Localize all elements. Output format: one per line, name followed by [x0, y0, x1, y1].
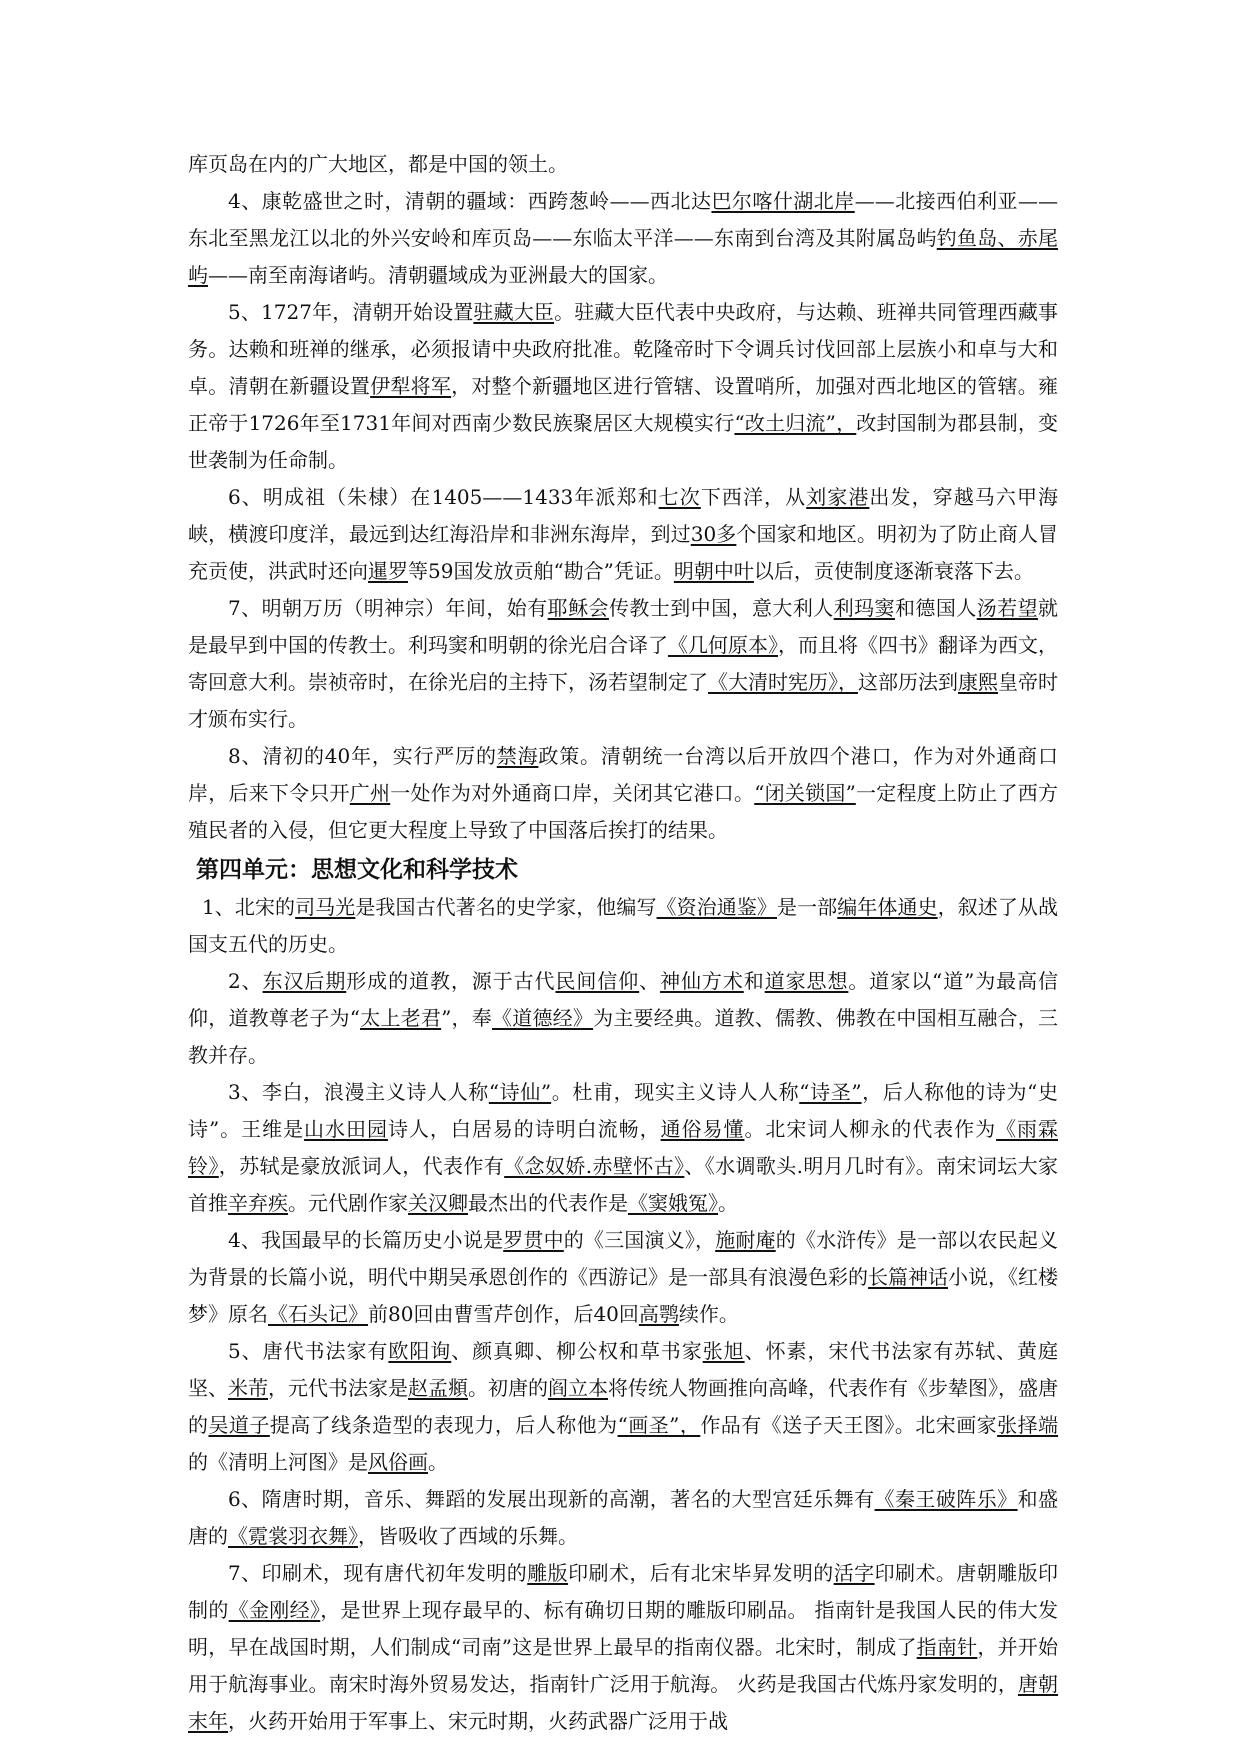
underlined-term: 唐朝末年	[188, 1672, 1059, 1733]
underlined-term: 活字	[833, 1561, 875, 1585]
text-run: 和盛唐的	[188, 1487, 1059, 1548]
underlined-term: 七次	[658, 485, 701, 509]
text-run: 。北宋词人柳永的代表作为	[744, 1117, 997, 1141]
underlined-term: 道家思想	[764, 969, 849, 993]
paragraph	[188, 738, 1058, 849]
text-run: ，后人称他的诗为“史诗”。王维是	[188, 1080, 1059, 1141]
unit4-section	[188, 889, 1058, 1740]
text-run: 、怀素，宋代书法家有苏轼、黄庭坚、	[188, 1339, 1059, 1400]
text-run: 就是最早到中国的传教士。利玛窦和明朝的徐光启合译了	[188, 596, 1059, 657]
text-run: 3、李白，浪漫主义诗人人称	[228, 1080, 489, 1104]
text-run: 这部历法到	[858, 670, 958, 694]
underlined-term: 汤若望	[976, 596, 1039, 620]
underlined-term: 编年体通史	[837, 895, 938, 919]
underlined-term: 关汉卿	[408, 1191, 468, 1215]
text-run: 是一部	[777, 895, 838, 919]
text-run: 。驻藏大臣代表中央政府，与达赖、班禅共同管理西藏事务。达赖和班禅的继承，必须报请中央政府批准。乾隆帝时下令调兵讨伐回部上层族小和卓与大和卓。清朝在新疆设置	[188, 300, 1059, 398]
underlined-term: “画圣”，	[617, 1413, 701, 1437]
underlined-term: 长篇神话	[868, 1265, 948, 1289]
paragraph	[188, 889, 1058, 963]
underlined-term: “诗圣”	[799, 1080, 862, 1104]
text-run: ，皆吸收了西域的乐舞。	[358, 1524, 578, 1548]
paragraph	[188, 1222, 1058, 1333]
unit4-title: 第四单元：思想文化和科学技术	[196, 857, 518, 883]
text-run: 形成的道教，源于古代	[346, 969, 556, 993]
underlined-term: 张择端	[997, 1413, 1059, 1437]
paragraph	[188, 1074, 1058, 1222]
underlined-term: 东汉后期	[262, 969, 347, 993]
text-run: 。	[718, 1191, 738, 1215]
text-run: 出发，穿越马六甲海峡，横渡印度洋，最远到达红海沿岸和非洲东海岸，到过	[188, 485, 1059, 546]
paragraph	[188, 590, 1058, 738]
text-run: 4、康乾盛世之时，清朝的疆域：西跨葱岭——西北达	[228, 189, 712, 213]
text-run: 2、	[228, 969, 263, 993]
text-run: 的《三国演义》，	[563, 1228, 716, 1252]
underlined-term: 司马光	[295, 895, 356, 919]
text-run: 印刷术，后有北宋毕昇发明的	[568, 1561, 834, 1585]
underlined-term: “诗仙”	[488, 1080, 552, 1104]
text-run: 。元代剧作家	[288, 1191, 408, 1215]
paragraph	[188, 1555, 1058, 1740]
text-run: 个国家和地区。明初为了防止商人冒充贡使，洪武时还向	[188, 522, 1059, 583]
unit3-section	[188, 146, 1058, 849]
text-run: ——北接西伯利亚——东北至黑龙江以北的外兴安岭和库页岛——东临太平洋——东南到台湾及其附属岛屿	[188, 189, 1059, 250]
underlined-term: 辛弃疾	[228, 1191, 288, 1215]
underlined-term: “改土归流”，	[734, 411, 857, 435]
text-run: 7、印刷术，现有唐代初年发明的	[228, 1561, 528, 1585]
underlined-term: 禁海	[496, 744, 539, 768]
text-run: 。道家以“道”为最高信仰，道教尊老子为“	[188, 969, 1059, 1030]
text-run: 印刷术。唐朝雕版印制的	[188, 1561, 1059, 1622]
text-run: 。	[428, 1450, 448, 1474]
text-run: 最杰出的代表作是	[468, 1191, 628, 1215]
text-run: 诗人，白居易的诗明白流畅，	[387, 1117, 661, 1141]
text-run: 的《清明上河图》是	[188, 1450, 368, 1474]
text-run: 、颜真卿、柳公权和草书家	[451, 1339, 703, 1363]
underlined-term: 风俗画	[368, 1450, 428, 1474]
text-run: 7、明朝万历（明神宗）年间，始有	[228, 596, 548, 620]
underlined-term: 《霓裳羽衣舞》	[228, 1524, 358, 1548]
underlined-term: 《几何原本》	[668, 633, 778, 657]
underlined-term: 张旭	[702, 1339, 745, 1363]
text-run: 皇帝时才颁布实行。	[188, 670, 1058, 731]
text-run: 小说，《红楼梦》原名	[188, 1265, 1058, 1326]
underlined-term: 巴尔喀什湖北岸	[711, 189, 855, 213]
text-run: 改封国制为郡县制，变世袭制为任命制。	[188, 411, 1059, 472]
underlined-term: 施耐庵	[715, 1228, 776, 1252]
text-run: ，叙述了从战国支五代的历史。	[188, 895, 1059, 956]
text-run: 前80回由曹雪芹创作，后40回	[368, 1302, 639, 1326]
underlined-term: 神仙方术	[660, 969, 744, 993]
text-run: 政策。清朝统一台湾以后开放四个港口，作为对外通商口岸，后来下令只开	[188, 744, 1058, 805]
underlined-term: 《金刚经》	[228, 1598, 321, 1622]
underlined-term: 钓鱼岛、赤尾屿	[188, 226, 1058, 287]
underlined-term: 《念奴娇.赤壁怀古》	[504, 1154, 685, 1178]
text-run: 8、清初的40年，实行严厉的	[228, 744, 497, 768]
paragraph	[188, 479, 1058, 590]
underlined-term: 阎立本	[548, 1376, 608, 1400]
underlined-term: 明朝中叶	[673, 559, 754, 583]
text-run: 等59国发放贡舶“勘合”凭证。	[408, 559, 674, 583]
text-run: 和	[743, 969, 765, 993]
underlined-term: 暹罗	[368, 559, 408, 583]
paragraph	[188, 183, 1058, 294]
text-run: 一定程度上防止了西方殖民者的入侵，但它更大程度上导致了中国落后挨打的结果。	[188, 781, 1059, 842]
underlined-term: 《秦王破阵乐》	[874, 1487, 1018, 1511]
underlined-term: 康熙	[958, 670, 998, 694]
underlined-term: 民间信仰	[555, 969, 640, 993]
underlined-term: 欧阳询	[388, 1339, 452, 1363]
underlined-term: 《资治通鉴》	[656, 895, 777, 919]
underlined-term: 指南针	[916, 1635, 978, 1659]
underlined-term: 《道德经》	[492, 1006, 594, 1030]
document-page	[188, 146, 1058, 1740]
underlined-term: 赵孟頫	[408, 1376, 468, 1400]
underlined-term: 《大清时宪历》，	[708, 670, 858, 694]
text-run: ，苏轼是豪放派词人，代表作有	[218, 1154, 505, 1178]
text-run: ，火药开始用于军事上、宋元时期，火药武器广泛用于战	[228, 1709, 728, 1733]
underlined-term: 30多	[690, 522, 737, 546]
underlined-term: “闭关锁国”	[754, 781, 856, 805]
text-run: 4、我国最早的长篇历史小说是	[228, 1228, 504, 1252]
text-run: 6、明成祖（朱棣）在1405——1433年派郑和	[228, 485, 659, 509]
underlined-term: 刘家港	[806, 485, 870, 509]
text-run: 作品有《送子天王图》。北宋画家	[700, 1413, 998, 1437]
text-run: 提高了线条造型的表现力，后人称他为	[269, 1413, 618, 1437]
text-run: ，是世界上现存最早的、标有确切日期的雕版印刷品。 指南针是我国人民的伟大发明，早在战国时期，人们制成“司南”这是世界上最早的指南仪器。北宋时，制成了	[188, 1598, 1059, 1659]
underlined-term: 罗贯中	[503, 1228, 564, 1252]
underlined-term: 山水田园	[304, 1117, 388, 1141]
text-run: ——南至南海诸屿。清朝疆域成为亚洲最大的国家。	[208, 263, 668, 287]
paragraph	[188, 146, 1058, 183]
text-run: 为主要经典。道教、儒教、佛教在中国相互融合，三教并存。	[188, 1006, 1058, 1067]
paragraph	[188, 1333, 1058, 1481]
text-run: 一处作为对外通商口岸，关闭其它港口。	[390, 781, 755, 805]
text-run: 。初唐的	[468, 1376, 548, 1400]
text-run: 5、唐代书法家有	[228, 1339, 389, 1363]
underlined-term: 雕版	[527, 1561, 569, 1585]
text-run: 续作。	[678, 1302, 739, 1326]
paragraph	[188, 294, 1058, 479]
underlined-term: 《窦娥冤》	[628, 1191, 718, 1215]
paragraph	[188, 963, 1058, 1074]
underlined-term: 米芾	[228, 1376, 268, 1400]
underlined-term: 耶稣会	[547, 596, 609, 620]
text-run: 库页岛在内的广大地区，都是中国的领土。	[188, 152, 568, 176]
underlined-term: 《雨霖铃》	[188, 1117, 1059, 1178]
text-run: 5、1727年，清朝开始设置	[228, 300, 474, 324]
underlined-term: 《石头记》	[268, 1302, 368, 1326]
text-run: 将传统人物画推向高峰，代表作有《步辇图》，盛唐的	[188, 1376, 1058, 1437]
underlined-term: 太上老君	[360, 1006, 442, 1030]
text-run: 传教士到中国，意大利人	[608, 596, 834, 620]
text-run: 和德国人	[894, 596, 977, 620]
text-run: 。杜甫，现实主义诗人人称	[551, 1080, 800, 1104]
underlined-term: 高鹗	[638, 1302, 679, 1326]
text-run: ，元代书法家是	[268, 1376, 408, 1400]
text-run: 6、隋唐时期，音乐、舞蹈的发展出现新的高潮，著名的大型宫廷乐舞有	[228, 1487, 875, 1511]
underlined-term: 吴道子	[208, 1413, 270, 1437]
text-run: 、	[639, 969, 661, 993]
paragraph	[188, 1481, 1058, 1555]
text-run: 以后，贡使制度逐渐衰落下去。	[753, 559, 1034, 583]
text-run: ”，奉	[441, 1006, 492, 1030]
underlined-term: 伊犁将军	[370, 374, 452, 398]
underlined-term: 广州	[349, 781, 391, 805]
text-run: 的《水浒传》是一部以农民起义为背景的长篇小说，明代中期吴承恩创作的《西游记》是一部具有浪漫色彩的	[188, 1228, 1059, 1289]
text-run: 、《水调歌头.明月几时有》。南宋词坛大家首推	[188, 1154, 1059, 1215]
text-run: ，对整个新疆地区进行管辖、设置哨所，加强对西北地区的管辖。雍正帝于1726年至1731年间对西南少数民族聚居区大规模实行	[188, 374, 1059, 435]
underlined-term: 通俗易懂	[660, 1117, 745, 1141]
text-run: ，并开始用于航海事业。南宋时海外贸易发达，指南针广泛用于航海。 火药是我国古代炼丹家发明的，	[188, 1635, 1059, 1696]
text-run: ，而且将《四书》翻译为西文，寄回意大利。崇祯帝时，在徐光启的主持下，汤若望制定了	[188, 633, 1058, 694]
text-run: 1、北宋的	[202, 895, 296, 919]
underlined-term: 驻藏大臣	[473, 300, 555, 324]
text-run: 下西洋，从	[700, 485, 807, 509]
text-run: 是我国古代著名的史学家，他编写	[355, 895, 657, 919]
underlined-term: 利玛窦	[833, 596, 895, 620]
